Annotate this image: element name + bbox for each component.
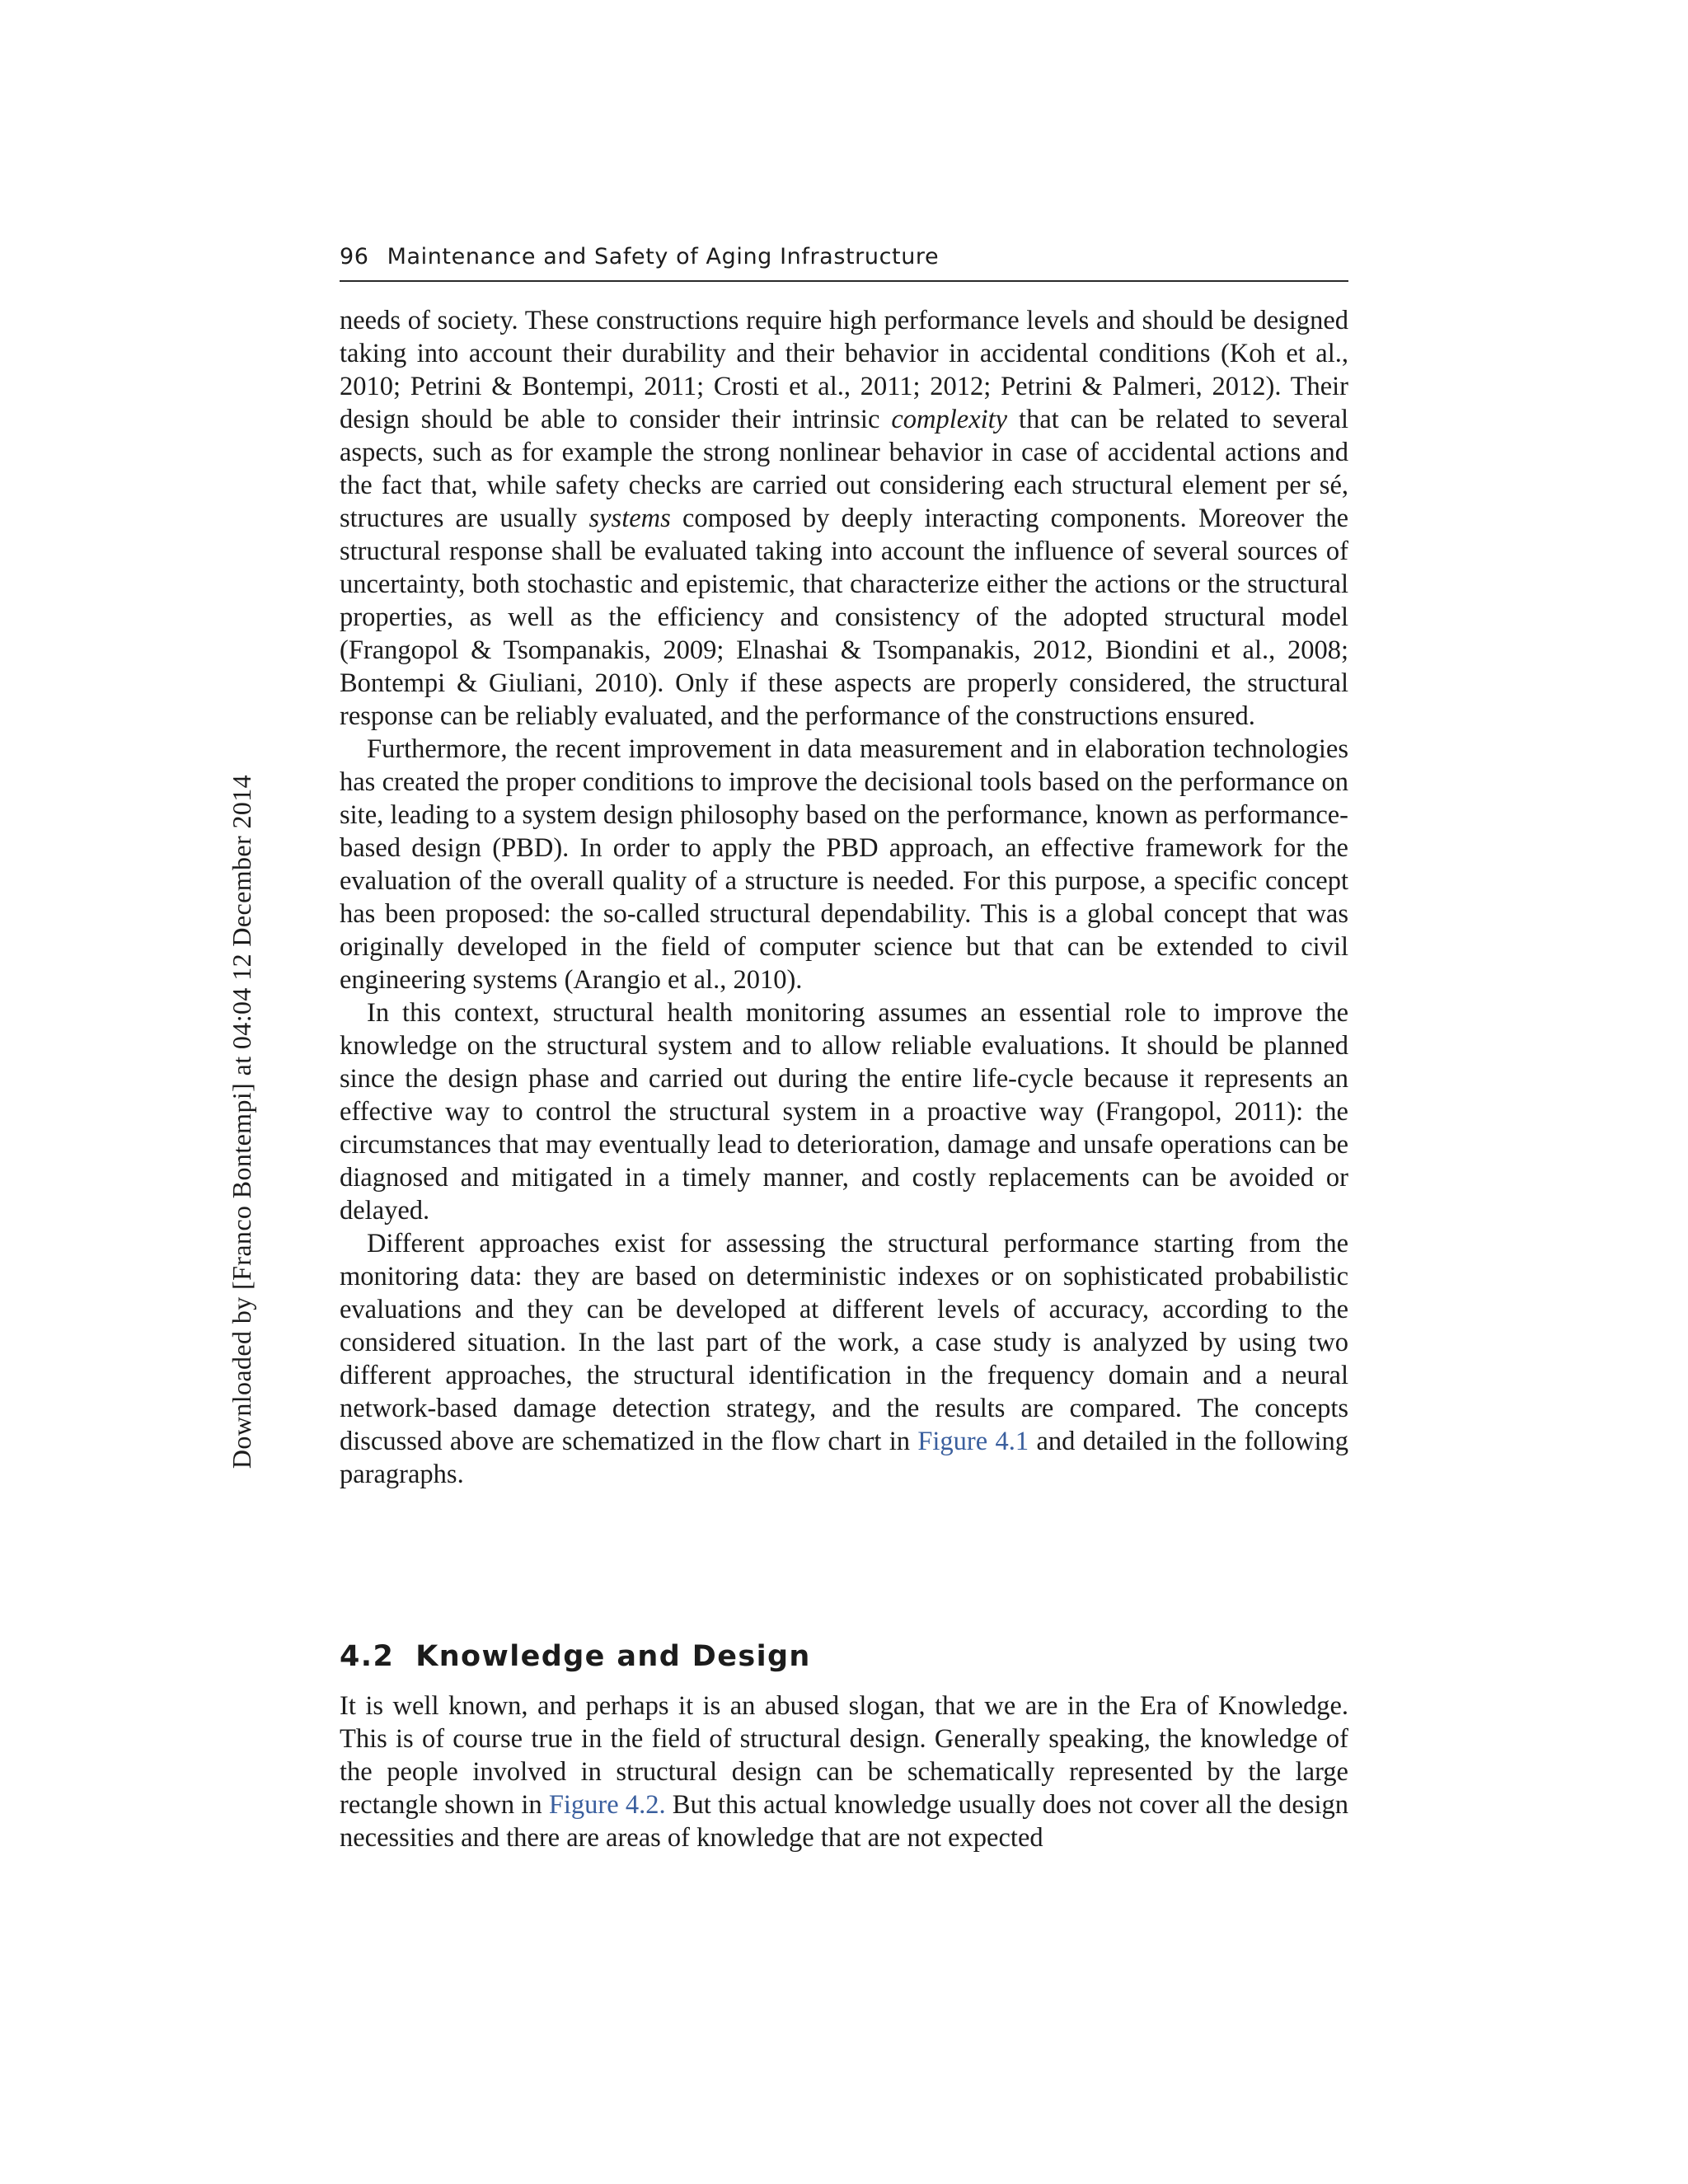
body-text <box>340 304 1348 1491</box>
paragraph-4 <box>340 1227 1348 1491</box>
text-run: composed by deeply interacting components. Moreover the structural response shall be evaluated taking into account the influence of several sources of uncertainty, both stochastic and epistemic, that characterize either the actions or the structural properties, as well as the efficiency and consistency of the adopted structural model (Frangopol & Tsompanakis, 2009; Elnashai & Tsompanakis, 2012, Biondini et al., 2008; Bontempi & Giuliani, 2010). Only if these aspects are properly considered, the structural response can be reliably evaluated, and the performance of the constructions ensured. <box>340 504 1349 731</box>
text-run: But this actual knowledge usually does not cover all the design necessities and there are areas of knowledge that are not expected <box>340 1790 1349 1853</box>
text-run: Different approaches exist for assessing the structural performance starting from the monitoring data: they are based on deterministic indexes or on sophisticated probabilistic evaluations and they can be developed at different levels of accuracy, according to the considered situation. In the last part of the work, a case study is analyzed by using two different approaches, the structural identification in the frequency domain and a neural network-based damage detection strategy, and the results are compared. The concepts discussed above are schematized in the flow chart in <box>340 1229 1348 1456</box>
text-run: It is well known, and perhaps it is an abused slogan, that we are in the Era of Knowledge. This is of course true in the field of structural design. Generally speaking, the knowledge of the people involved in structural design can be schematically represented by the large rectangle shown in <box>340 1691 1348 1820</box>
text-run: and detailed in the following paragraphs. <box>340 1427 1348 1489</box>
section-title: Knowledge and Design <box>415 1640 811 1673</box>
paragraph-3: In this context, structural health monitoring assumes an essential role to improve the knowledge on the structural system and to allow reliable evaluations. It should be planned since the design phase and carried out during the entire life-cycle because it represents an effective way to control the structural system in a proactive way (Frangopol, 2011): the circumstances that may eventually lead to deterioration, damage and unsafe operations can be diagnosed and mitigated in a timely manner, and costly replacements can be avoided or delayed. <box>340 998 1348 1226</box>
figure-4-1-link[interactable]: Figure 4.1 <box>917 1427 1029 1456</box>
figure-4-2-link[interactable]: Figure 4.2. <box>548 1790 666 1820</box>
paragraph-1 <box>340 304 1348 733</box>
page-number: 96 <box>340 244 369 269</box>
section-body-text <box>340 1690 1348 1854</box>
text-run: needs of society. These constructions require high performance levels and should be designed taking into account their durability and their behavior in accidental conditions (Koh et al., 2010; Petrini & Bontempi, 2011; Crosti et al., 2011; 2012; Petrini & Palmeri, 2012). Their design should be able to consider their intrinsic <box>340 306 1348 434</box>
paragraph-5 <box>340 1690 1348 1854</box>
italic-term-complexity: complexity <box>891 405 1008 434</box>
paragraph-2: Furthermore, the recent improvement in data measurement and in elaboration technologies has created the proper conditions to improve the decisional tools based on the performance on site, leading to a system design philosophy based on the performance, known as performance-based design (PBD). In order to apply the PBD approach, an effective framework for the evaluation of the overall quality of a structure is needed. For this purpose, a specific concept has been proposed: the so-called structural dependability. This is a global concept that was originally developed in the field of computer science but that can be extended to civil engineering systems (Arangio et al., 2010). <box>340 734 1348 995</box>
running-header <box>340 241 1348 282</box>
book-title: Maintenance and Safety of Aging Infrastructure <box>387 244 940 269</box>
italic-term-systems: systems <box>588 504 671 533</box>
download-watermark: Downloaded by [Franco Bontempi] at 04:04 12 December 2014 <box>227 774 256 1469</box>
section-number: 4.2 <box>340 1640 395 1673</box>
text-run: that can be related to several aspects, such as for example the strong nonlinear behavior in case of accidental actions and the fact that, while safety checks are carried out considering each structural element per sé, structures are usually <box>340 405 1348 533</box>
section-heading <box>340 1638 1348 1675</box>
